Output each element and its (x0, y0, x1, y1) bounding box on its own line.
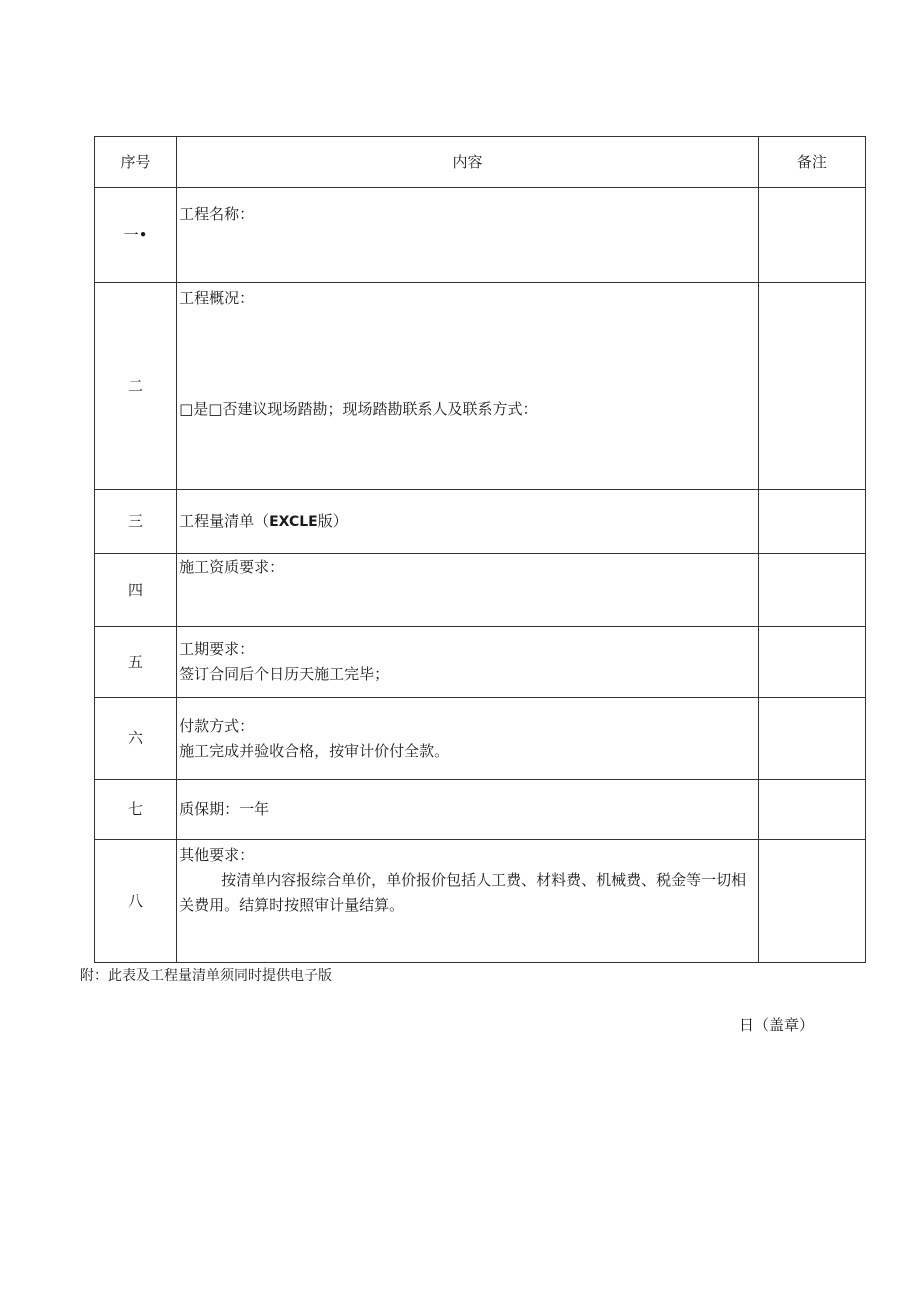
row-remark (758, 188, 865, 283)
header-remark: 备注 (758, 137, 865, 188)
content-line: 工程概况： (179, 289, 255, 307)
row-remark (758, 698, 865, 780)
table-row (95, 698, 866, 780)
content-line: 施工完成并验收合格，按审计价付全款。 (179, 741, 450, 760)
table-row (95, 840, 866, 963)
row-content (177, 698, 759, 780)
row-remark (758, 283, 865, 490)
requirements-table (94, 136, 866, 963)
table-row (95, 283, 866, 490)
table-row (95, 554, 866, 627)
row-content (177, 627, 759, 698)
row-seq: 三 (95, 490, 177, 554)
row-content (177, 188, 759, 283)
row-seq: 八 (95, 840, 177, 963)
stamp-line: 日（盖章） (738, 1016, 814, 1034)
content-text: 工程量清单（ (179, 511, 270, 530)
row-remark (758, 780, 865, 840)
row-seq: 一• (95, 188, 177, 283)
row-seq: 四 (95, 554, 177, 627)
row-remark (758, 627, 865, 698)
row-seq: 七 (95, 780, 177, 840)
content-line: 工期要求： (179, 640, 255, 659)
content-line: 工程名称： (179, 205, 255, 223)
row-content (177, 490, 759, 554)
content-line: 施工资质要求： (179, 558, 285, 576)
row-seq: 二 (95, 283, 177, 490)
row-remark (758, 490, 865, 554)
row-content (177, 780, 759, 840)
row-content (177, 283, 759, 490)
table-row (95, 188, 866, 283)
table-row (95, 627, 866, 698)
content-line: 其他要求： (179, 846, 255, 864)
row-seq: 六 (95, 698, 177, 780)
row-remark (758, 554, 865, 627)
row-remark (758, 840, 865, 963)
row-content (177, 554, 759, 627)
table-row (95, 780, 866, 840)
header-content: 内容 (177, 137, 759, 188)
table-row (95, 490, 866, 554)
content-line: 签订合同后个日历天施工完毕； (179, 665, 390, 683)
content-text: 版） (317, 511, 348, 530)
row-content (177, 840, 759, 963)
row-seq: 五 (95, 627, 177, 698)
table-header-row (95, 137, 866, 188)
content-line: □是□否建议现场踏勘；现场踏勘联系人及联系方式： (179, 399, 538, 418)
content-line: 质保期：一年 (179, 800, 270, 819)
content-line: 按清单内容报综合单价，单价报价包括人工费、材料费、机械费、税金等一切相关费用。结算时按照审计量结算。 (179, 870, 747, 914)
header-seq: 序号 (95, 137, 177, 188)
content-line: 付款方式： (179, 716, 255, 735)
content-bold-text: EXCLE (269, 513, 318, 530)
footnote: 附：此表及工程量清单须同时提供电子版 (80, 968, 332, 984)
